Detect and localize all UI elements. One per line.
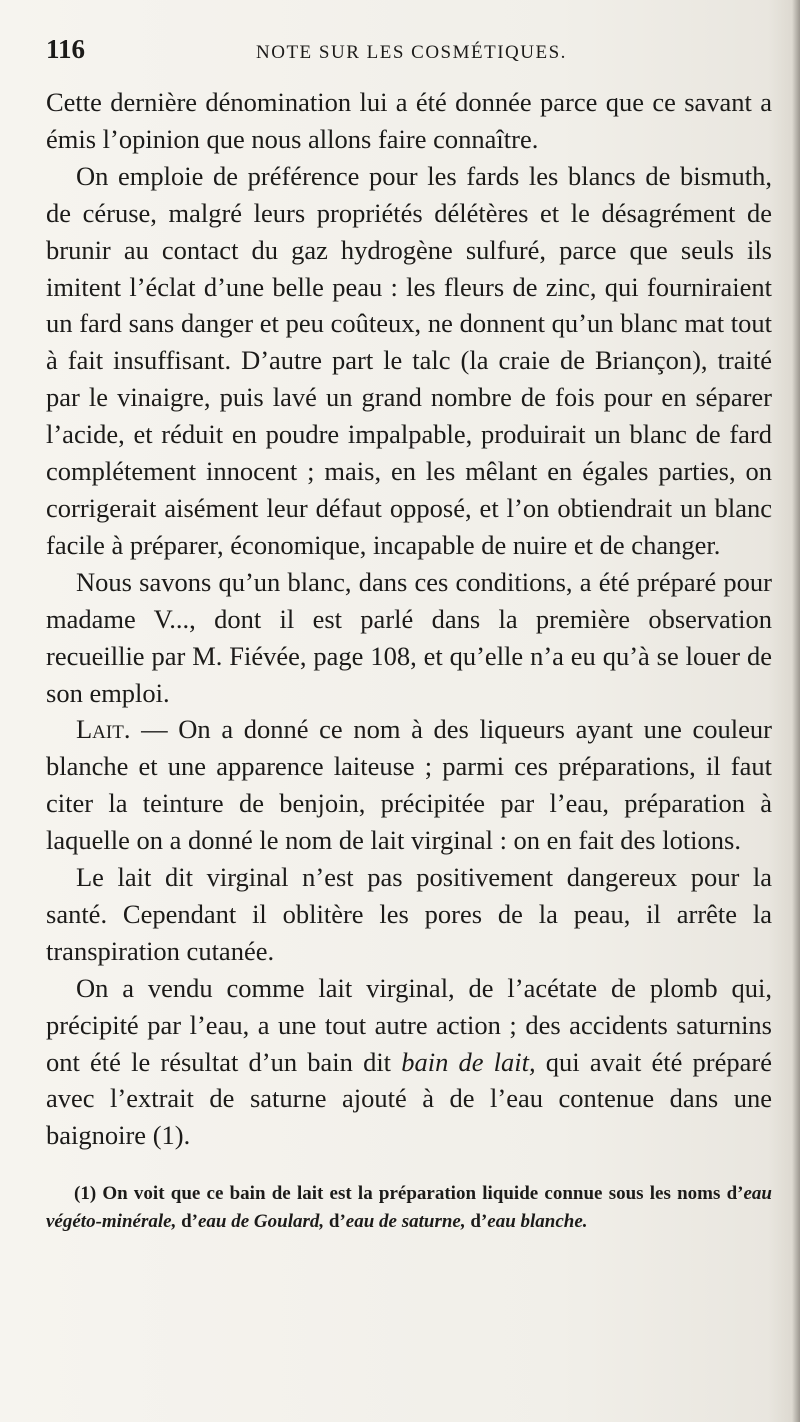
- paragraph-text: qui avait été préparé avec l’extrait de saturne ajouté à de l’eau contenue dans une baignoire (1).: [46, 1046, 772, 1151]
- paragraph-text: Nous savons qu’un blanc, dans ces conditions, a été préparé pour madame V..., dont il est parlé dans la première observation recueillie par M. Fiévée, page 108, et qu’elle n’a eu qu’à se louer de son emploi.: [46, 566, 772, 708]
- page-edge-shadow: [792, 0, 800, 1422]
- paragraph: [46, 970, 772, 1155]
- running-title: NOTE SUR LES COSMÉTIQUES.: [256, 42, 567, 63]
- paragraph-text: — On a donné ce nom à des liqueurs ayant une couleur blanche et une apparence laiteuse ; parmi ces préparations, il faut citer la teinture de benjoin, précipitée par l’eau, préparation à laquelle on a donné le nom de lait virginal : on en fait des lotions.: [46, 714, 772, 856]
- footnote-italic: eau blanche.: [487, 1211, 588, 1233]
- footnote-text: d’: [324, 1211, 346, 1233]
- italic-term: bain de lait,: [401, 1046, 536, 1077]
- paragraph: [46, 564, 772, 712]
- footnote-text: On voit que ce bain de lait est la préparation liquide connue sous les noms d’: [96, 1183, 744, 1205]
- paragraph-text: On a vendu comme lait virginal, de l’acétate de plomb qui, précipité par l’eau, a une tout autre action ; des accidents saturnins ont été le résultat d’un bain dit: [46, 972, 772, 1077]
- footnote-italic: eau végéto-minérale,: [46, 1183, 772, 1233]
- footnote-italic: eau de Goulard,: [197, 1211, 325, 1233]
- page-number: 116: [46, 34, 86, 64]
- paragraph-text: Cette dernière dénomination lui a été donnée parce que ce savant a émis l’opinion que nous allons faire connaître.: [46, 87, 772, 154]
- paragraph: [46, 859, 772, 970]
- section-lead: Lait.: [76, 714, 131, 745]
- body-text: [46, 84, 772, 1154]
- footnote-marker: (1): [74, 1183, 97, 1205]
- paragraph-text: Le lait dit virginal n’est pas positivement dangereux pour la santé. Cependant il oblitère les pores de la peau, il arrête la transpiration cutanée.: [46, 862, 772, 966]
- footnote-italic: eau de saturne,: [345, 1211, 466, 1233]
- footnote-text: d’: [176, 1211, 198, 1233]
- footnote-text: d’: [465, 1211, 488, 1233]
- paragraph: [46, 84, 772, 158]
- paragraph-text: On emploie de préférence pour les fards les blancs de bismuth, de céruse, malgré leurs propriétés délétères et le désagrément de brunir au contact du gaz hydrogène sulfuré, parce que seuls ils imitent l’éclat d’une belle peau : les fleurs de zinc, qui fourniraient un fard sans danger et peu coûteux, ne donnent qu’un blanc mat tout à fait insuffisant. D’autre part le talc (la craie de Briançon), traité par le vinaigre, puis lavé un grand nombre de fois pour en séparer l’acide, et réduit en poudre impalpable, produirait un blanc de fard complétement innocent ; mais, en les mêlant en égales parties, on corrigerait aisément leur défaut opposé, et l’on obtiendrait un blanc facile à préparer, économique, incapable de nuire et de changer.: [46, 160, 772, 560]
- paragraph: [46, 158, 772, 564]
- page-header: [46, 34, 772, 84]
- paragraph-lait: [46, 711, 772, 859]
- footnote: [46, 1180, 772, 1236]
